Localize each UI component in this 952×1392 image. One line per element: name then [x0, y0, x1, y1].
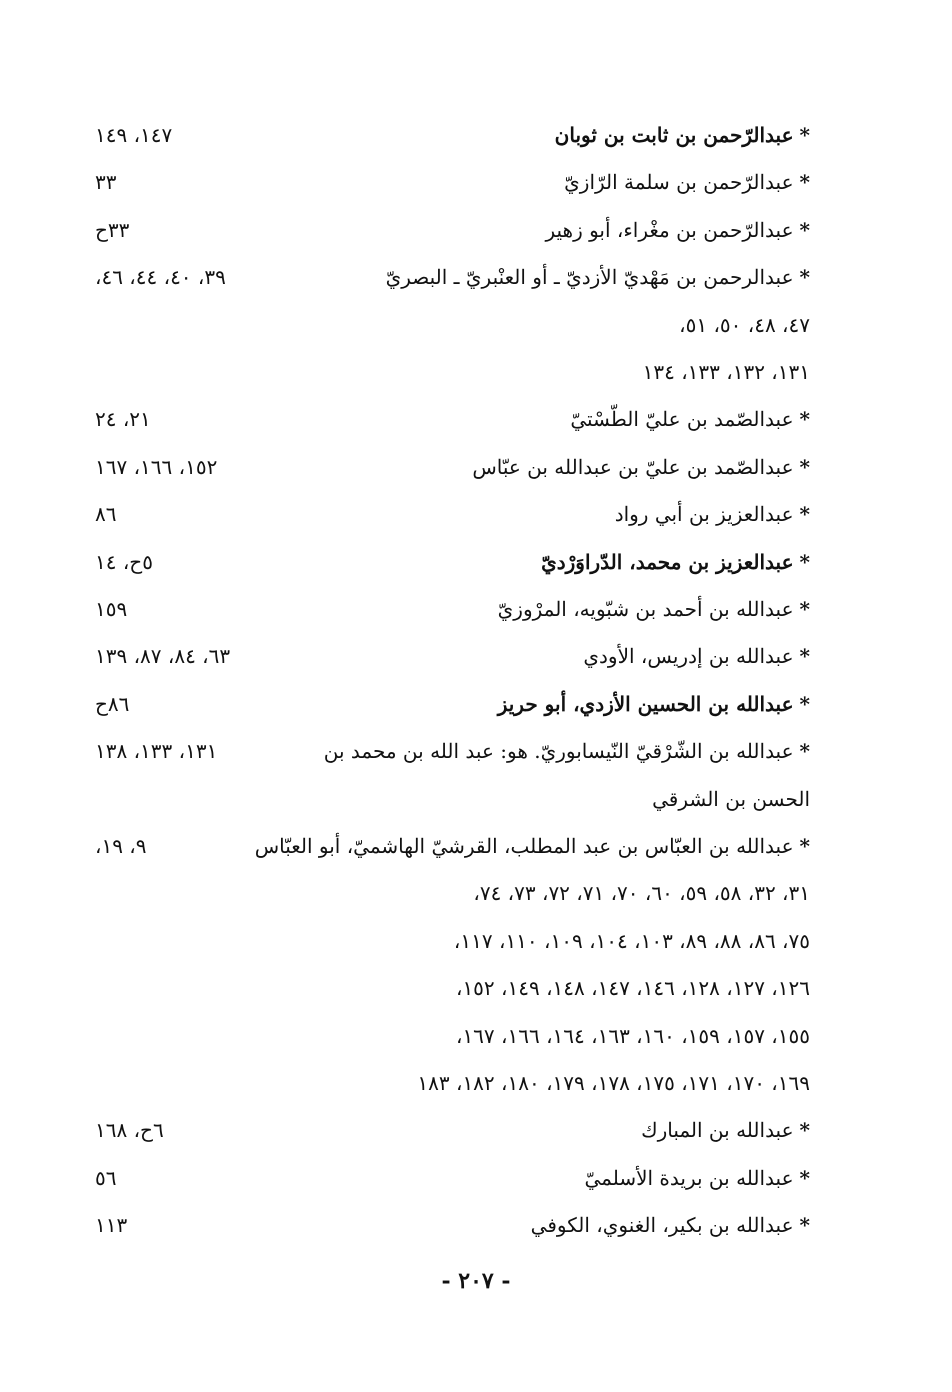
- entry-page-refs: ٦٣، ٨٤، ٨٧، ١٣٩: [95, 644, 231, 668]
- entry-name-text: عبدالله بن أحمد بن شبّويه، المرْوزيّ: [497, 597, 794, 621]
- entry-name: [583, 636, 810, 676]
- asterisk-marker: *: [799, 739, 810, 763]
- entry-page-refs: ٨٦ح: [95, 692, 130, 716]
- entry-page-refs-continuation: ١٢٦، ١٢٧، ١٢٨، ١٤٦، ١٤٧، ١٤٨، ١٤٩، ١٥٢،: [455, 976, 810, 1000]
- index-entry: [95, 352, 810, 392]
- entry-name: [564, 162, 810, 202]
- asterisk-marker: *: [799, 597, 810, 621]
- asterisk-marker: *: [799, 834, 810, 858]
- entry-name-text: عبدالرّحمن بن سلمة الرّازيّ: [564, 170, 794, 194]
- entry-page-refs: ٣٩، ٤٠، ٤٤، ٤٦،: [95, 265, 226, 289]
- index-entry: [95, 305, 810, 345]
- entry-page-refs: ١٣١، ١٣٣، ١٣٨: [95, 739, 218, 763]
- entry-page-refs-continuation: ٣١، ٣٢، ٥٨، ٥٩، ٦٠، ٧٠، ٧١، ٧٢، ٧٣، ٧٤،: [473, 881, 810, 905]
- asterisk-marker: *: [799, 218, 810, 242]
- entry-name-text: عبدالرّحمن بن مغْراء، أبو زهير: [545, 218, 794, 242]
- entry-page-refs: ٩، ١٩،: [95, 834, 147, 858]
- entry-name-text: عبدالرّحمن بن ثابت بن ثوبان: [554, 123, 794, 147]
- entry-page-refs-continuation: ٧٥، ٨٦، ٨٨، ٨٩، ١٠٣، ١٠٤، ١٠٩، ١١٠، ١١٧،: [453, 929, 810, 953]
- entry-name: [531, 1205, 810, 1245]
- asterisk-marker: *: [799, 455, 810, 479]
- index-entry: [95, 257, 810, 297]
- entry-name-text: عبدالله بن الشّرْقيّ النّيسابوريّ. هو: عبد الله بن محمد بن: [323, 739, 794, 763]
- index-entry: [95, 494, 810, 534]
- entry-page-refs: ١١٣: [95, 1213, 128, 1237]
- index-entry: [95, 826, 810, 866]
- entry-name-text: عبدالله بن المبارك: [641, 1118, 794, 1142]
- entry-name: [584, 1158, 810, 1198]
- entry-name-text: عبدالعزيز بن محمد، الدّراوَرْديّ: [541, 550, 794, 574]
- index-entry: [95, 399, 810, 439]
- entry-name-text: عبدالله بن بريدة الأسلميّ: [584, 1166, 794, 1190]
- entry-page-refs-continuation: ١٥٥، ١٥٧، ١٥٩، ١٦٠، ١٦٣، ١٦٤، ١٦٦، ١٦٧،: [455, 1024, 810, 1048]
- asterisk-marker: *: [799, 1213, 810, 1237]
- entry-page-refs-continuation: ١٣١، ١٣٢، ١٣٣، ١٣٤: [642, 360, 810, 384]
- index-entry: [95, 731, 810, 771]
- asterisk-marker: *: [799, 644, 810, 668]
- asterisk-marker: *: [799, 1166, 810, 1190]
- index-entry: [95, 1016, 810, 1056]
- entry-name: [541, 542, 810, 582]
- entry-page-refs: ٨٦: [95, 502, 117, 526]
- asterisk-marker: *: [799, 1118, 810, 1142]
- entry-name-text: عبدالله بن الحسين الأزدي، أبو حريز: [497, 692, 794, 716]
- entry-name-text: عبدالله بن العبّاس بن عبد المطلب، القرشيّ الهاشميّ، أبو العبّاس: [254, 834, 794, 858]
- asterisk-marker: *: [799, 123, 810, 147]
- entry-name: [545, 210, 810, 250]
- entry-page-refs: ١٥٩: [95, 597, 128, 621]
- entry-page-refs-continuation: ١٦٩، ١٧٠، ١٧١، ١٧٥، ١٧٨، ١٧٩، ١٨٠، ١٨٢، ١٨٣: [417, 1071, 810, 1095]
- index-entry: [95, 589, 810, 629]
- index-entry: [95, 873, 810, 913]
- entry-page-refs: ١٥٢، ١٦٦، ١٦٧: [95, 455, 218, 479]
- index-entry: [95, 210, 810, 250]
- asterisk-marker: *: [799, 502, 810, 526]
- entry-name: [498, 589, 810, 629]
- entry-name-continuation: الحسن بن الشرقي: [652, 787, 810, 811]
- asterisk-marker: *: [799, 265, 810, 289]
- asterisk-marker: *: [799, 170, 810, 194]
- entry-page-refs: ٣٣: [95, 170, 117, 194]
- page-number: - ٢٠٧ -: [441, 1268, 511, 1294]
- entry-name: [498, 684, 810, 724]
- entry-page-refs: ١٤٧، ١٤٩: [95, 123, 173, 147]
- index-entry: [95, 779, 810, 819]
- index-entry: [95, 1110, 810, 1150]
- entry-name: [570, 399, 810, 439]
- asterisk-marker: *: [799, 692, 810, 716]
- entry-name-text: عبدالله بن بكير، الغنوي، الكوفي: [530, 1213, 794, 1237]
- entry-page-refs: ٢١، ٢٤: [95, 407, 151, 431]
- entry-name-text: عبدالعزيز بن أبي رواد: [614, 502, 794, 526]
- entry-page-refs: ٥ح، ١٤: [95, 550, 153, 574]
- index-entry: [95, 1063, 810, 1103]
- entry-name: [555, 115, 810, 155]
- index-entry: [95, 162, 810, 202]
- entry-name-text: عبدالصّمد بن عليّ الطّسْتيّ: [570, 407, 794, 431]
- entry-page-refs: ٣٣ح: [95, 218, 130, 242]
- index-entry: [95, 968, 810, 1008]
- index-entry: [95, 542, 810, 582]
- entry-name: [386, 257, 810, 297]
- entry-page-refs-continuation: ٤٧، ٤٨، ٥٠، ٥١،: [679, 313, 810, 337]
- entry-name: [641, 1110, 810, 1150]
- index-entry: [95, 921, 810, 961]
- entry-name: [615, 494, 810, 534]
- entry-page-refs: ٥٦: [95, 1166, 117, 1190]
- index-entry: [95, 684, 810, 724]
- entry-name: [255, 826, 810, 866]
- entry-name-text: عبدالرحمن بن مَهْديّ الأزديّ ـ أو العنْبريّ ـ البصريّ: [385, 265, 794, 289]
- asterisk-marker: *: [799, 550, 810, 574]
- index-entry: [95, 1158, 810, 1198]
- asterisk-marker: *: [799, 407, 810, 431]
- index-entry: [95, 115, 810, 155]
- index-entry: [95, 636, 810, 676]
- index-entry: [95, 447, 810, 487]
- entry-page-refs: ٦ح، ١٦٨: [95, 1118, 164, 1142]
- index-entry: [95, 1205, 810, 1245]
- entry-name-text: عبدالله بن إدريس، الأودي: [583, 644, 794, 668]
- entry-name: [472, 447, 810, 487]
- entry-name: [324, 731, 810, 771]
- entry-name-text: عبدالصّمد بن عليّ بن عبدالله بن عبّاس: [472, 455, 794, 479]
